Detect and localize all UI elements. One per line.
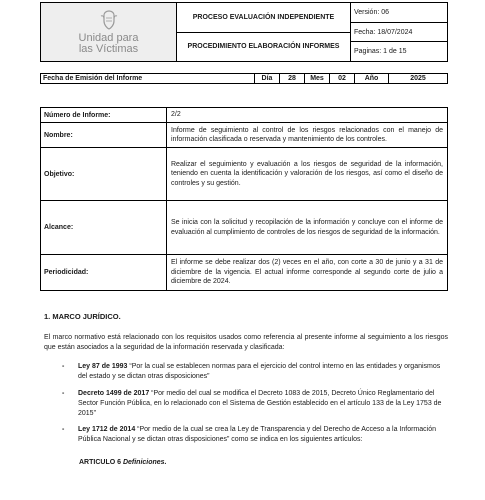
law-description: “Por medio del cual se modifica el Decreto 1083 de 2015, Decreto Único Reglamentario del Sector Función Pública, en lo relacionado con el Sistema de Gestión establecido en el artículo 133 de la Ley 1753 de 2015” — [78, 390, 442, 417]
header-meta — [351, 3, 447, 61]
issue-date-row — [40, 73, 448, 84]
month-value: 02 — [330, 74, 355, 83]
month-label: Mes — [305, 74, 330, 83]
info-value: 2/2 — [171, 111, 181, 119]
coat-of-arms-icon — [98, 9, 120, 31]
bullet-dash-icon: - — [62, 426, 65, 433]
procedure-title: PROCEDIMIENTO ELABORACIÓN INFORMES — [187, 43, 340, 51]
bullet-dash-icon: - — [62, 363, 65, 370]
law-list-item — [64, 362, 448, 382]
info-value: Informe de seguimiento al control de los riesgos relacionados con el manejo de información clasificada o reservada y mantenimiento de los controles. — [171, 126, 443, 143]
section-intro: El marco normativo está relacionado con los requisitos usados como referencia al presente informe al seguimiento a los riesgos que están asociados a la seguridad de la información reservada y clasificada: — [44, 334, 448, 351]
process-title: PROCESO EVALUACIÓN INDEPENDIENTE — [177, 3, 350, 33]
issue-date-label: Fecha de Emisión del Informe — [41, 74, 255, 83]
logo-text-line2: las Víctimas — [78, 43, 139, 55]
info-row-objective — [41, 147, 447, 200]
info-label: Nombre: — [41, 123, 167, 147]
law-name: Ley 87 de 1993 — [78, 363, 128, 370]
day-label: Día — [255, 74, 280, 83]
law-list-item — [64, 389, 448, 419]
article-title: Definiciones. — [122, 459, 167, 466]
article-label: ARTICULO 6 — [79, 459, 121, 466]
info-row-periodicity — [41, 254, 447, 290]
info-label: Número de Informe: — [41, 108, 167, 122]
header-titles — [177, 3, 351, 61]
info-label: Alcance: — [41, 201, 167, 254]
info-value: Realizar el seguimiento y evaluación a los riesgos de seguridad de la información, teniendo en cuenta la identificación y valoración de los riesgos, así como el diseño de controles y su gestión. — [171, 160, 443, 187]
law-description: “Por la cual se establecen normas para el ejercicio del control interno en las entidades y organismos del estado y se dictan otras disposiciones” — [78, 363, 441, 380]
report-info-table — [40, 107, 448, 291]
law-name: Decreto 1499 de 2017 — [78, 390, 150, 397]
document-header — [40, 2, 448, 62]
pages-text: Paginas: 1 de 15 — [351, 41, 447, 61]
logo-cell — [41, 3, 177, 61]
law-list-item — [64, 425, 448, 445]
info-value: Se inicia con la solicitud y recopilación de la información y concluye con el informe de evaluación al cumplimiento de controles de los riesgos de seguridad de la información. — [171, 219, 443, 236]
info-row-name — [41, 122, 447, 147]
info-label: Objetivo: — [41, 148, 167, 200]
year-value: 2025 — [410, 75, 426, 82]
year-label: Año — [355, 74, 389, 83]
info-row-number — [41, 108, 447, 122]
info-label: Periodicidad: — [41, 255, 167, 290]
day-value: 28 — [280, 74, 305, 83]
info-value: El informe se debe realizar dos (2) veces en el año, con corte a 30 de junio y a 31 de diciembre de la vigencia. El actual informe corresponde al segundo corte de julio a diciembre de 2024. — [171, 259, 443, 286]
law-name: Ley 1712 de 2014 — [78, 426, 136, 433]
version-text: Versión: 06 — [354, 8, 390, 16]
info-row-scope — [41, 200, 447, 254]
date-text: Fecha: 18/07/2024 — [351, 22, 447, 42]
article-heading — [79, 459, 167, 466]
section-title: 1. MARCO JURÍDICO. — [44, 312, 121, 321]
logo-text-line1: Unidad para — [78, 32, 139, 44]
bullet-dash-icon: - — [62, 390, 65, 397]
law-description: “Por medio de la cual se crea la Ley de Transparencia y del Derecho de Acceso a la Información Pública Nacional y se dictan otras disposiciones” como se indica en los siguientes artículos: — [78, 426, 436, 443]
